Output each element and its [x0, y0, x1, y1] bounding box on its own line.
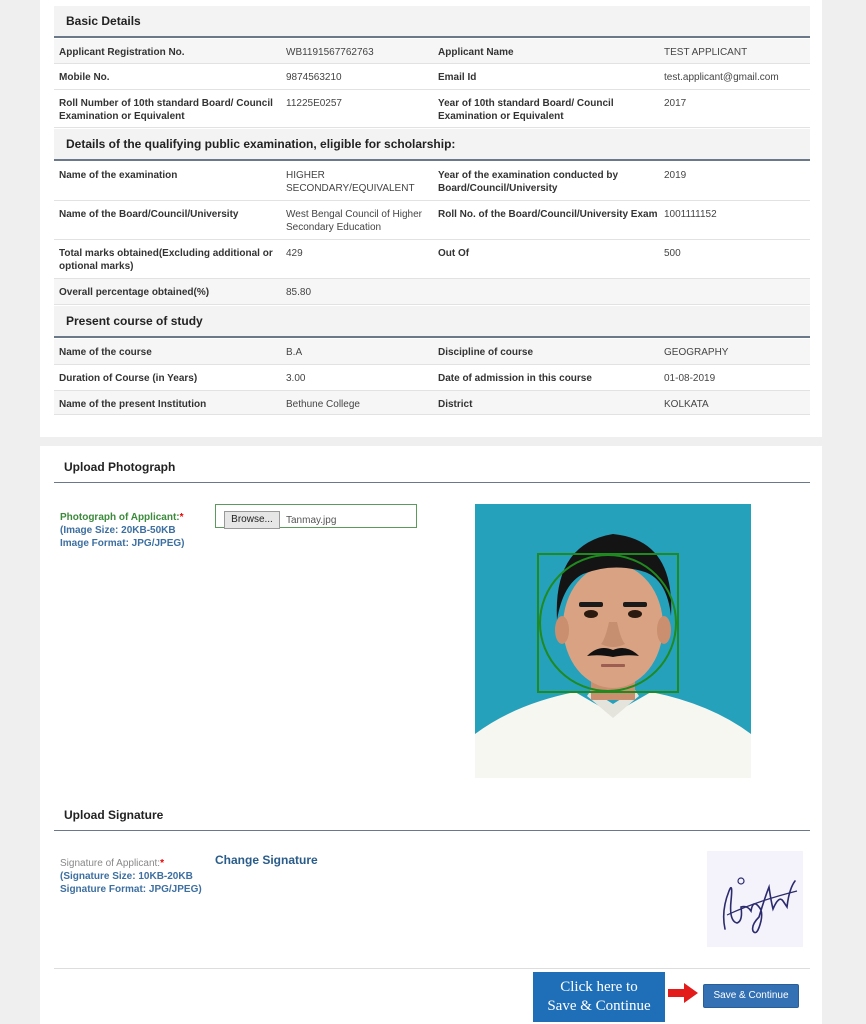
photo-help-text: [60, 511, 184, 550]
field-label: Applicant Name: [438, 47, 514, 58]
signature-help-text: [60, 857, 202, 896]
upload-photograph-heading: Upload Photograph: [54, 460, 810, 483]
signature-size-hint: (Signature Size: 10KB-20KB: [60, 871, 193, 882]
applicant-photo-image: [475, 504, 751, 778]
applicant-photo: [475, 504, 751, 778]
table-row: [54, 391, 810, 415]
footer-divider: [54, 968, 810, 969]
callout-line-2: Save & Continue: [547, 998, 651, 1014]
field-value: 2017: [664, 98, 687, 109]
arrow-right-icon: [666, 982, 700, 1004]
photo-format-hint: Image Format: JPG/JPEG): [60, 538, 185, 549]
field-value: 9874563210: [286, 72, 342, 83]
details-panel: [40, 0, 822, 437]
photo-field-label: Photograph of Applicant:: [60, 512, 180, 523]
field-label: Roll No. of the Board/Council/University Exam: [438, 209, 658, 220]
table-row: [54, 201, 810, 240]
field-value: B.A: [286, 347, 303, 358]
browse-button[interactable]: Browse...: [224, 511, 280, 529]
signature-image: [707, 851, 803, 947]
field-value: 11225E0257: [286, 98, 342, 109]
field-value: 500: [664, 248, 681, 259]
field-label: Email Id: [438, 72, 477, 83]
signature-field-label: Signature of Applicant:: [60, 858, 161, 869]
field-label: Name of the course: [59, 347, 152, 358]
selected-file-name: Tanmay.jpg: [286, 515, 337, 526]
table-row: [54, 279, 810, 305]
field-label: Roll Number of 10th standard Board/ Council Examination or Equivalent: [59, 98, 273, 122]
field-label: Applicant Registration No.: [59, 47, 185, 58]
change-signature-link[interactable]: Change Signature: [215, 853, 318, 867]
table-row: [54, 90, 810, 128]
present-course-heading: Present course of study: [54, 306, 810, 338]
field-label: Year of 10th standard Board/ Council Examination or Equivalent: [438, 98, 614, 122]
photo-file-input[interactable]: [215, 504, 417, 528]
upload-panel: [40, 446, 822, 1024]
field-label: Out Of: [438, 248, 470, 259]
table-row: [54, 240, 810, 279]
field-value: Bethune College: [286, 399, 360, 410]
field-value: 429: [286, 248, 303, 259]
required-mark: *: [179, 512, 184, 523]
field-value: West Bengal Council of Higher Secondary Education: [286, 209, 422, 233]
qualifying-exam-heading: Details of the qualifying public examination, eligible for scholarship:: [54, 129, 810, 161]
save-continue-button[interactable]: Save & Continue: [703, 984, 799, 1008]
callout-line-1: Click here to: [560, 979, 638, 995]
required-mark: *: [160, 858, 164, 869]
field-label: Name of the Board/Council/University: [59, 209, 239, 220]
field-label: Name of the examination: [59, 170, 178, 181]
field-value: 01-08-2019: [664, 373, 716, 384]
field-value: 2019: [664, 170, 687, 181]
field-value: 3.00: [286, 373, 306, 384]
table-row: [54, 365, 810, 391]
field-label: District: [438, 399, 473, 410]
field-label: Total marks obtained(Excluding additional or optional marks): [59, 248, 273, 272]
field-label: Overall percentage obtained(%): [59, 287, 210, 298]
photo-size-hint: (Image Size: 20KB-50KB: [60, 525, 176, 536]
field-label: Mobile No.: [59, 72, 110, 83]
signature-preview: [707, 851, 803, 947]
field-label: Duration of Course (in Years): [59, 373, 198, 384]
field-value: KOLKATA: [664, 399, 709, 410]
field-value: WB1191567762763: [286, 47, 374, 58]
table-row: [54, 162, 810, 201]
field-value: 85.80: [286, 287, 312, 298]
field-value: TEST APPLICANT: [664, 47, 748, 58]
table-row: [54, 339, 810, 365]
field-value: 1001111152: [664, 209, 717, 220]
field-value: HIGHER SECONDARY/EQUIVALENT: [286, 170, 415, 194]
field-label: Name of the present Institution: [59, 399, 207, 410]
field-label: Year of the examination conducted by Board/Council/University: [438, 170, 619, 194]
field-value: test.applicant@gmail.com: [664, 72, 779, 83]
field-value: GEOGRAPHY: [664, 347, 729, 358]
upload-signature-heading: Upload Signature: [54, 808, 810, 831]
signature-format-hint: Signature Format: JPG/JPEG): [60, 884, 202, 895]
basic-details-heading: Basic Details: [54, 6, 810, 38]
field-label: Date of admission in this course: [438, 373, 592, 384]
save-instruction-callout: [533, 972, 665, 1022]
table-row: [54, 64, 810, 90]
table-row: [54, 39, 810, 64]
field-label: Discipline of course: [438, 347, 534, 358]
